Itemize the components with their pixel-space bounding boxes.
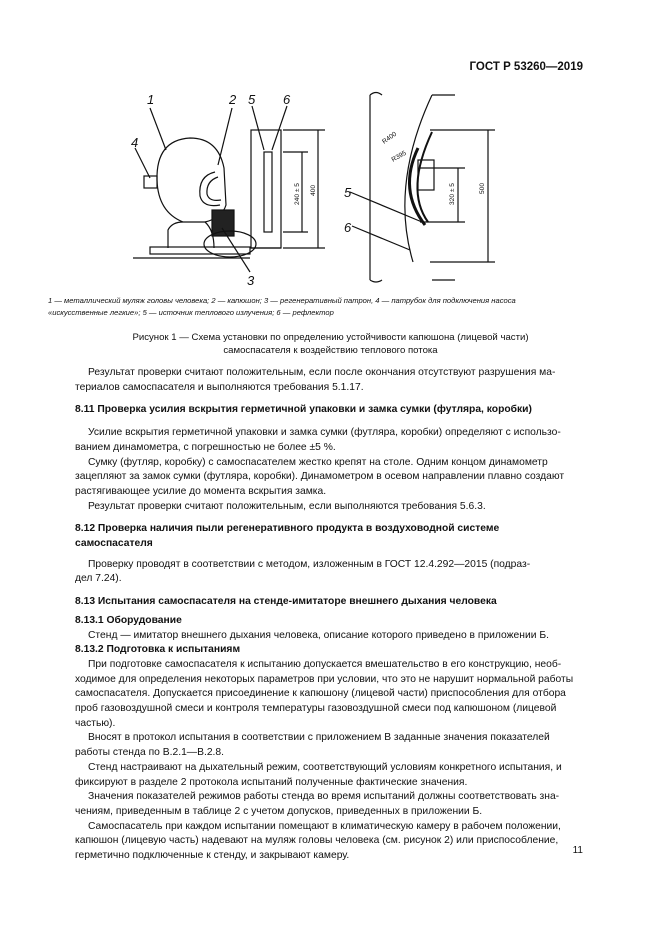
paragraph: При подготовке самоспасателя к испытанию допускается вмешательство в его конструкцию, необ- [88,658,562,670]
heading-8-13: 8.13 Испытания самоспасателя на стенде-имитаторе внешнего дыхания человека [75,596,497,608]
label-5: 5 [248,92,256,107]
pipe-nozzle [144,176,157,188]
reflector-stand [251,130,281,248]
label-2: 2 [229,92,237,107]
paragraph: Значения показателей режимов работы стенда во время испытаний должны соответствовать зна- [88,791,560,803]
page-number: 11 [572,845,583,856]
hood-visor-inner [207,177,221,200]
head-stand [168,222,214,248]
paragraph: частью). [75,717,116,729]
dim-400: 400 [310,184,317,196]
paragraph: Сумку (футляр, коробку) с самоспасателем жестко крепят на столе. Одним концом динамометр [88,456,548,468]
dim-500: 500 [479,182,486,194]
paragraph: растягивающее усилие до момента вскрытия замка. [75,485,327,497]
legend-line-2: «искусственные легкие»; 5 — источник теплового излучения; 6 — рефлектор [48,308,334,317]
heading-8-11: 8.11 Проверка усилия вскрытия герметичной упаковки и замка сумки (футляра, коробки) [75,404,532,416]
heading-8-12: 8.12 Проверка наличия пыли регенеративного продукта в воздуховодной системе [75,523,500,535]
paragraph: капюшон (лицевую часть) надевают на муляж головы человека (см. рисунок 2) или приспособление, [75,835,559,847]
paragraph: ходимое для определения некоторых параметров при условии, что это не нарушит нормальной работы [75,673,574,685]
label-4: 4 [131,135,139,150]
dim-320: 320 ± 5 [449,183,456,205]
paragraph: Самоспасатель при каждом испытании помещают в климатическую камеру в рабочем положении, [88,820,561,832]
paragraph: Вносят в протокол испытания в соответствии с приложением В заданные значения показателей [88,732,550,744]
body-text [75,366,585,864]
dim-r400: R400 [381,130,399,146]
paragraph: Результат проверки считают положительным, если после окончания отсутствуют разрушения ма- [88,367,556,378]
paragraph: Стенд настраивают на дыхательный режим, соответствующий условиям конкретного испытания, и [88,761,562,773]
label-5b: 5 [344,185,352,200]
cartridge [212,210,234,236]
paragraph: проб газовоздушной смеси и контроля температуры газовоздушной смеси под капюшоном (лицевой [75,703,557,715]
paragraph: дел 7.24). [75,573,122,585]
document-id: ГОСТ Р 53260—2019 [469,61,583,73]
paragraph: герметично подключенные к стенду, и закрывают камеру. [75,850,350,862]
source-slot [264,152,272,232]
caption-line-1: Рисунок 1 — Схема установки по определению устойчивости капюшона (лицевой части) [132,332,529,343]
label-3: 3 [247,273,255,288]
heading-8-12-cont: самоспасателя [75,538,153,550]
paragraph: Усилие вскрытия герметичной упаковки и замка сумки (футляра, коробки) определяют с использо- [88,427,561,439]
paragraph: Проверку проводят в соответствии с методом, изложенным в ГОСТ 12.4.292—2015 (подраз- [88,558,531,570]
paragraph: зацепляют за замок сумки (футляра, коробки). Динамометром в осевом направлении плавно создают [75,471,565,483]
caption-line-2: самоспасателя к воздействию теплового потока [223,344,438,356]
heading-8-13-2: 8.13.2 Подготовка к испытаниям [75,644,241,656]
paragraph: Результат проверки считают положительным, если выполняются требования 5.6.3. [88,500,486,512]
paragraph: ванием динамометра, с погрешностью не более ±5 %. [75,441,336,453]
paragraph: самоспасателя. Допускается присоединение к капюшону (лицевой части) приспособления для отбора [75,688,566,700]
paragraph: Стенд — имитатор внешнего дыхания человека, описание которого приведено в приложении Б. [88,629,549,641]
figure-1-diagram [0,0,661,300]
figure-caption [0,332,661,357]
figure-legend [48,295,614,319]
heading-8-13-1: 8.13.1 Оборудование [75,614,182,626]
legend-line-1: 1 — металлический муляж головы человека; 2 — капюшон; 3 — регенеративный патрон, 4 — патрубок для подключения насоса [48,296,516,305]
paragraph: работы стенда по В.2.1—В.2.8. [75,747,224,759]
paragraph: фиксируют в разделе 2 протокола испытаний полученные фактические значения. [75,776,468,788]
dim-240: 240 ± 5 [294,183,301,205]
head-outline [157,138,226,222]
paragraph: териалов самоспасателя и выполняются требования 5.1.17. [75,381,364,393]
label-6: 6 [283,92,291,107]
label-1: 1 [147,92,155,107]
paragraph: чениям, приведенным в таблице 2 с учетом допусков, приведенных в приложении Б. [75,805,483,817]
dim-r395: R395 [390,149,408,164]
label-6b: 6 [344,220,352,235]
